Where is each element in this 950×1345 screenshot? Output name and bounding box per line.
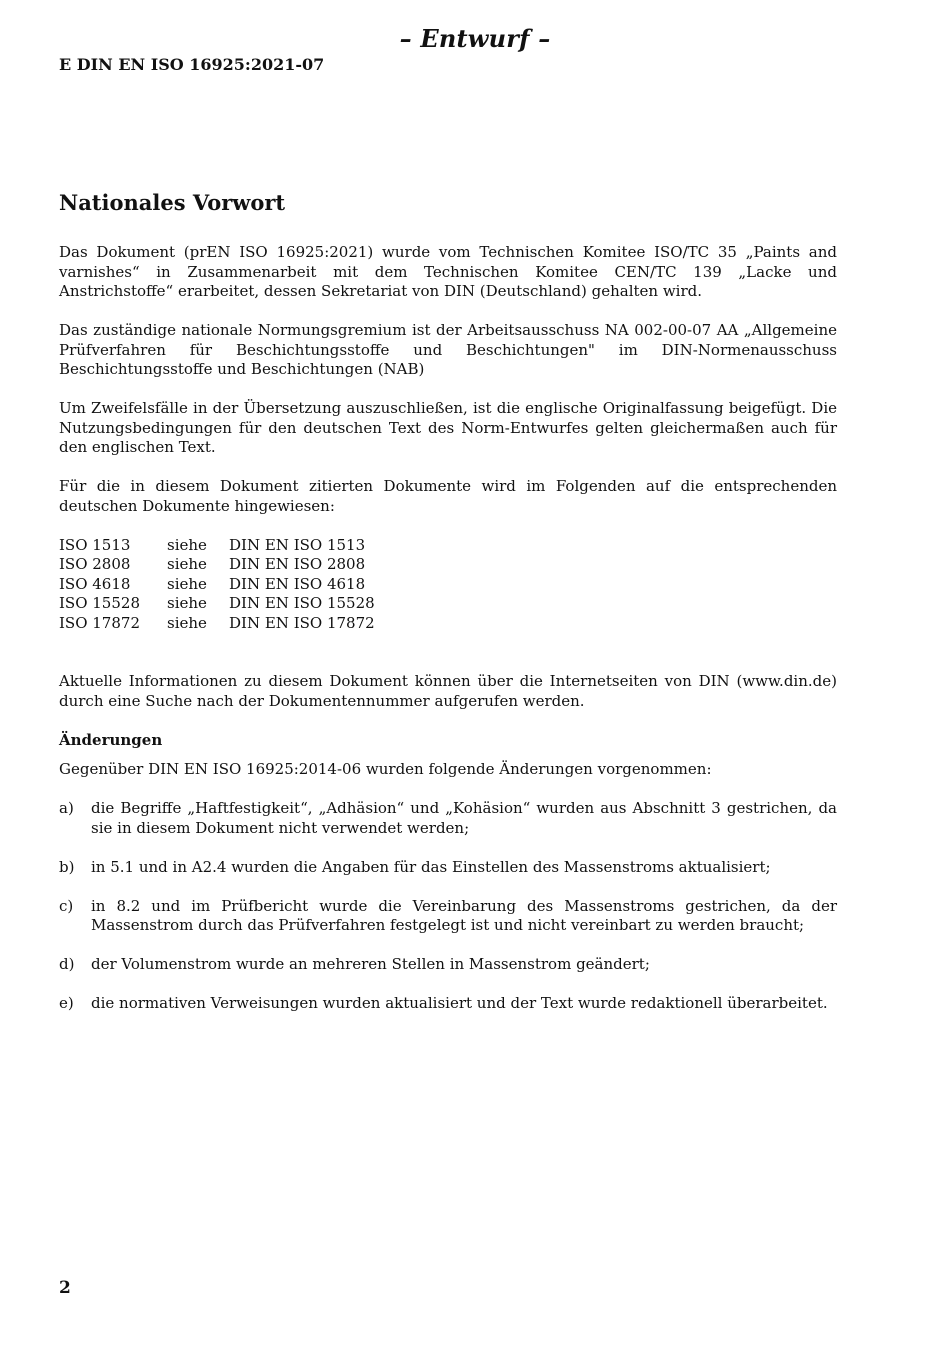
reference-see: siehe — [167, 555, 207, 573]
section-title: Nationales Vorwort — [59, 190, 286, 215]
reference-see: siehe — [167, 574, 207, 593]
change-letter: c) — [59, 896, 74, 915]
reference-row — [59, 536, 837, 556]
reference-table — [59, 536, 837, 634]
change-letter: d) — [59, 955, 75, 973]
draft-watermark-title: – Entwurf – — [399, 24, 551, 53]
reference-row — [59, 575, 837, 595]
changes-intro: Gegenüber DIN EN ISO 16925:2014-06 wurden folgende Änderungen vorgenommen: — [59, 760, 712, 778]
reference-iso: ISO 1513 — [59, 535, 131, 554]
reference-iso: ISO 17872 — [59, 613, 140, 632]
change-text: die Begriffe „Haftfestigkeit“, „Adhäsion“ und „Kohäsion“ wurden aus Abschnitt 3 gestrichen, da sie in diesem Dokument nicht verwendet werden; — [91, 799, 837, 837]
reference-iso: ISO 15528 — [59, 594, 140, 612]
reference-row — [59, 594, 837, 614]
changes-title: Änderungen — [59, 730, 163, 749]
reference-din: DIN EN ISO 1513 — [229, 535, 366, 554]
reference-din: DIN EN ISO 2808 — [229, 555, 366, 573]
change-text: in 8.2 und im Prüfbericht wurde die Vereinbarung des Massenstroms gestrichen, da der Massenstrom durch das Prüfverfahren festgelegt ist und nicht vereinbart zu werden braucht; — [91, 896, 837, 934]
change-letter: e) — [59, 994, 74, 1012]
reference-see: siehe — [167, 613, 207, 632]
reference-din: DIN EN ISO 17872 — [229, 613, 375, 632]
change-item — [59, 994, 837, 1014]
document-id: E DIN EN ISO 16925:2021-07 — [59, 55, 325, 74]
reference-iso: ISO 2808 — [59, 555, 131, 573]
change-letter: a) — [59, 799, 74, 817]
page-number: 2 — [59, 1278, 71, 1298]
change-item — [59, 897, 837, 936]
reference-iso: ISO 4618 — [59, 574, 131, 593]
paragraph-din-info: Aktuelle Informationen zu diesem Dokument können über die Internetseiten von DIN (www.din.de) durch eine Suche nach der Dokumentennummer aufgerufen werden. — [59, 672, 837, 710]
paragraph-translation: Um Zweifelsfälle in der Übersetzung auszuschließen, ist die englische Originalfassung beigefügt. Die Nutzungsbedingungen für den deutschen Text des Norm-Entwurfes gelten gleichermaßen auch für den englischen Text. — [59, 399, 837, 456]
change-text: der Volumenstrom wurde an mehreren Stellen in Massenstrom geändert; — [91, 955, 650, 973]
paragraph-references-intro: Für die in diesem Dokument zitierten Dokumente wird im Folgenden auf die entsprechenden deutschen Dokumente hingewiesen: — [59, 477, 837, 515]
change-item — [59, 955, 837, 975]
change-letter: b) — [59, 857, 75, 876]
paragraph-committee: Das Dokument (prEN ISO 16925:2021) wurde vom Technischen Komitee ISO/TC 35 „Paints and varnishes“ in Zusammenarbeit mit dem Technischen Komitee CEN/TC 139 „Lacke und Anstrichstoffe“ erarbeitet, dessen Sekretariat von DIN (Deutschland) gehalten wird. — [59, 243, 837, 300]
change-item — [59, 858, 837, 878]
page-content — [59, 188, 837, 1033]
reference-row — [59, 614, 837, 634]
reference-din: DIN EN ISO 15528 — [229, 594, 375, 612]
change-text: die normativen Verweisungen wurden aktualisiert und der Text wurde redaktionell überarbeitet. — [91, 994, 828, 1012]
reference-see: siehe — [167, 535, 207, 554]
reference-see: siehe — [167, 594, 207, 612]
reference-din: DIN EN ISO 4618 — [229, 574, 366, 593]
change-text: in 5.1 und in A2.4 wurden die Angaben für das Einstellen des Massenstroms aktualisiert; — [91, 857, 771, 876]
change-item — [59, 799, 837, 838]
reference-row — [59, 555, 837, 575]
paragraph-national-body: Das zuständige nationale Normungsgremium ist der Arbeitsausschuss NA 002-00-07 AA „Allgemeine Prüfverfahren für Beschichtungsstoffe und Beschichtungen" im DIN-Normenausschuss Beschichtungsstoffe und Beschichtungen (NAB) — [59, 321, 837, 378]
